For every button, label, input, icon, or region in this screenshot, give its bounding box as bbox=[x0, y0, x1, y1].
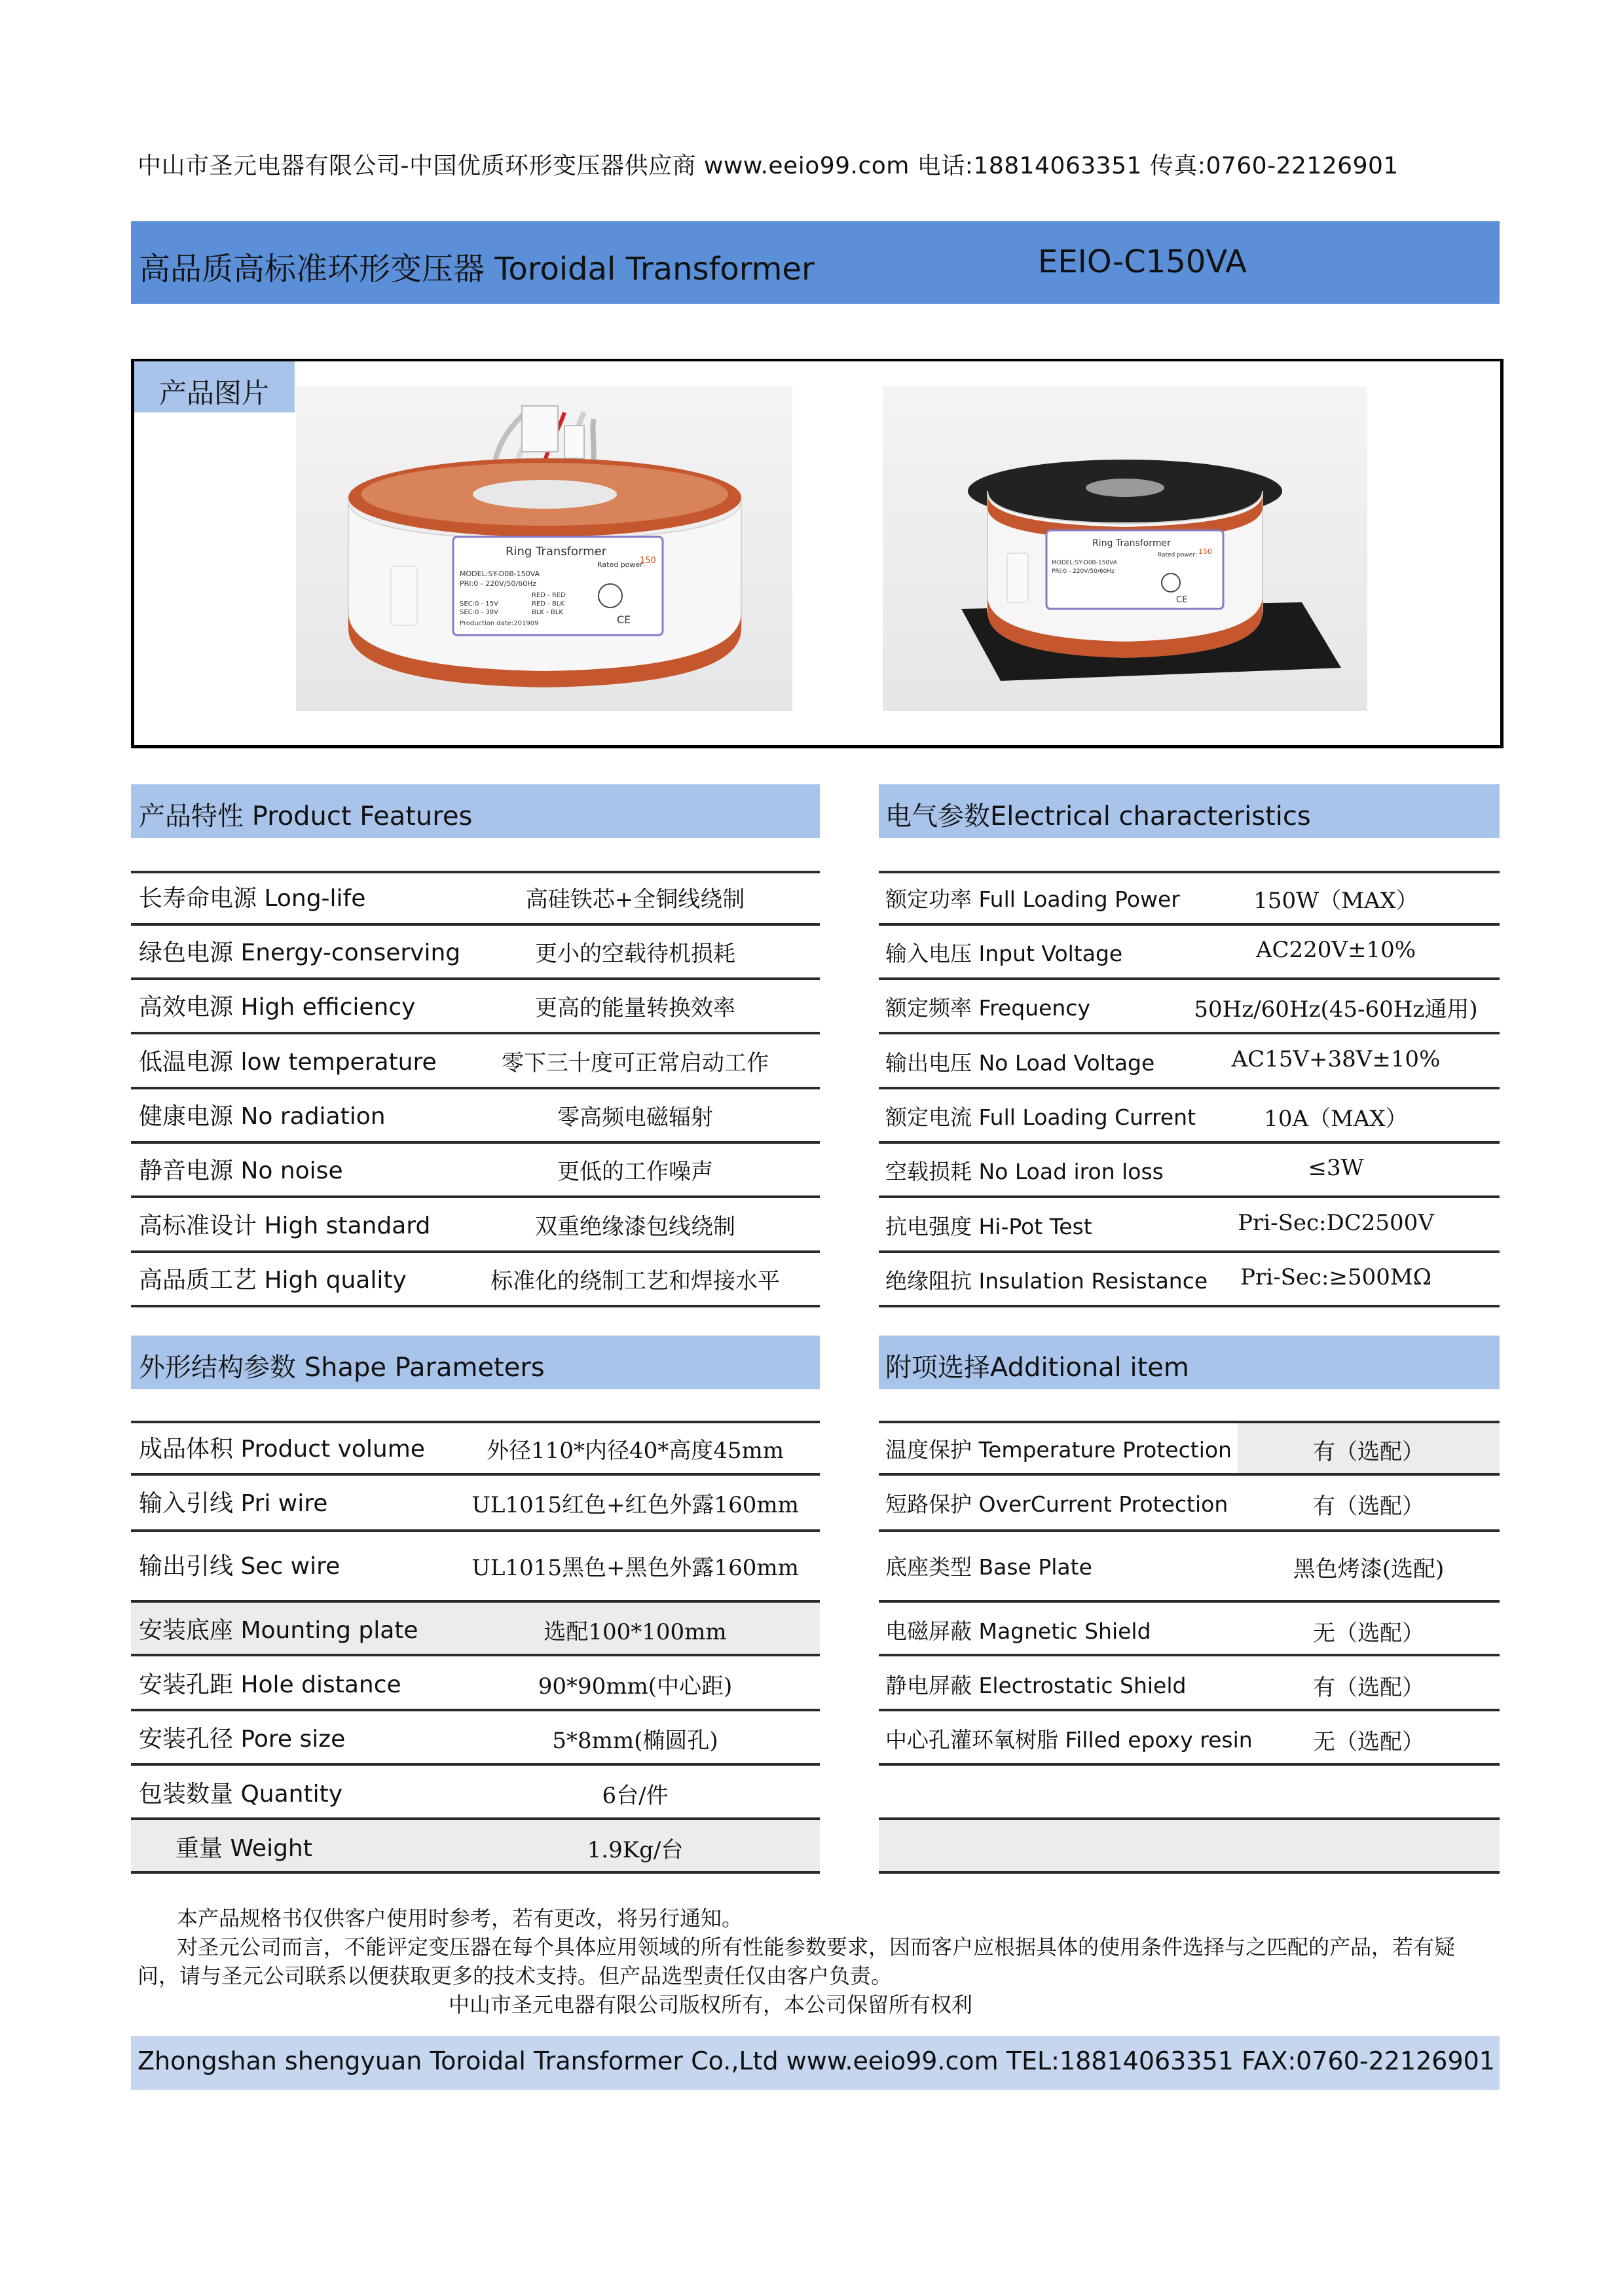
electrical-row-8-label: 绝缘阻抗 Insulation Resistance bbox=[885, 1268, 1208, 1294]
header-contact-line: 中山市圣元电器有限公司-中国优质环形变压器供应商 www.eeio99.com 电话:18814063351 传真:0760-22126901 bbox=[138, 153, 1399, 179]
shape-row-7-value: 6台/件 bbox=[602, 1783, 669, 1809]
photo1-label-sec2: SEC:0 - 38V bbox=[460, 609, 498, 616]
additional-rule-4 bbox=[879, 1654, 1500, 1656]
page-title: 高品质高标准环形变压器 Toroidal Transformer bbox=[139, 251, 815, 287]
photo1-label-rated: Rated power: bbox=[597, 560, 646, 569]
shape-row-5-label: 安装孔距 Hole distance bbox=[139, 1671, 401, 1698]
electrical-rule-3 bbox=[879, 1032, 1500, 1034]
features-rule-top bbox=[131, 871, 820, 873]
shape-rule-5 bbox=[131, 1709, 820, 1711]
additional-row-6-value: 无（选配） bbox=[1313, 1729, 1424, 1755]
electrical-row-4-label: 输出电压 No Load Voltage bbox=[885, 1050, 1155, 1076]
shape-row-1-label: 成品体积 Product volume bbox=[139, 1436, 425, 1463]
shape-rule-2 bbox=[131, 1529, 820, 1532]
additional-rule-bottom bbox=[879, 1871, 1500, 1874]
additional-row-6-label: 中心孔灌环氧树脂 Filled epoxy resin bbox=[885, 1727, 1253, 1753]
note-paragraph-2: 对圣元公司而言，不能评定变压器在每个具体应用领域的所有性能参数要求，因而客户应根据具体的使用条件选择与之匹配的产品，若有疑问，请与圣元公司联系以便获取更多的技术支持。但产品选型责任仅由客户负责。 bbox=[138, 1935, 1456, 1988]
electrical-row-6-value: ≤3W bbox=[1308, 1155, 1364, 1181]
photo1-label-line3: BLK - BLK bbox=[532, 609, 563, 616]
shape-row-4-label: 安装底座 Mounting plate bbox=[139, 1617, 418, 1644]
photo-section-label: 产品图片 bbox=[159, 377, 270, 409]
additional-rule-3 bbox=[879, 1600, 1500, 1603]
features-row-7-label: 高标准设计 High standard bbox=[139, 1212, 431, 1239]
features-row-8-label: 高品质工艺 High quality bbox=[139, 1267, 407, 1294]
shape-row-8-value: 1.9Kg/台 bbox=[587, 1837, 684, 1863]
shape-row-2-label: 输入引线 Pri wire bbox=[139, 1490, 328, 1517]
photo2-label-pri: PRI:0 - 220V/50/60Hz bbox=[1052, 568, 1115, 575]
shape-rule-bottom bbox=[131, 1871, 820, 1874]
shape-row-7-label: 包装数量 Quantity bbox=[139, 1781, 343, 1808]
electrical-rule-2 bbox=[879, 977, 1500, 980]
electrical-rule-6 bbox=[879, 1195, 1500, 1198]
electrical-row-7-label: 抗电强度 Hi-Pot Test bbox=[885, 1214, 1092, 1239]
additional-rule-5 bbox=[879, 1709, 1500, 1711]
additional-row-3-label: 底座类型 Base Plate bbox=[885, 1554, 1092, 1580]
shape-row-5-value: 90*90mm(中心距) bbox=[538, 1673, 733, 1700]
electrical-row-1-label: 额定功率 Full Loading Power bbox=[885, 886, 1180, 912]
shape-row-8-label: 重量 Weight bbox=[175, 1835, 312, 1862]
photo1-label-title: Ring Transformer bbox=[506, 545, 607, 558]
features-row-5-label: 健康电源 No radiation bbox=[139, 1103, 386, 1130]
shape-rule-top bbox=[131, 1421, 820, 1423]
features-rule-6 bbox=[131, 1195, 820, 1198]
photo2-ce-mark: CE bbox=[1176, 595, 1188, 605]
features-rule-3 bbox=[131, 1032, 820, 1034]
additional-row-8-shade bbox=[879, 1820, 1500, 1871]
features-row-2-label: 绿色电源 Energy-conserving bbox=[139, 939, 461, 966]
electrical-rule-7 bbox=[879, 1250, 1500, 1253]
additional-rule-6 bbox=[879, 1763, 1500, 1766]
features-row-8-value: 标准化的绕制工艺和焊接水平 bbox=[490, 1268, 780, 1294]
additional-row-1-label: 温度保护 Temperature Protection bbox=[885, 1437, 1232, 1463]
features-row-4-value: 零下三十度可正常启动工作 bbox=[502, 1050, 769, 1076]
shape-rule-4 bbox=[131, 1654, 820, 1656]
electrical-row-8-value: Pri-Sec:≥500MΩ bbox=[1240, 1264, 1431, 1290]
features-rule-1 bbox=[131, 923, 820, 926]
shape-row-6-value: 5*8mm(椭圆孔) bbox=[552, 1728, 718, 1754]
additional-row-3-value: 黑色烤漆(选配) bbox=[1293, 1556, 1445, 1582]
features-rule-5 bbox=[131, 1141, 820, 1144]
photo2-label-title: Ring Transformer bbox=[1092, 538, 1171, 549]
features-row-1-value: 高硅铁芯+全铜线绕制 bbox=[525, 886, 745, 913]
shape-row-6-label: 安装孔径 Pore size bbox=[139, 1726, 346, 1753]
electrical-rule-4 bbox=[879, 1087, 1500, 1089]
product-photo-2 bbox=[883, 386, 1367, 711]
electrical-row-1-value: 150W（MAX） bbox=[1253, 888, 1418, 914]
shape-row-1-value: 外径110*内径40*高度45mm bbox=[487, 1438, 784, 1464]
electrical-row-7-value: Pri-Sec:DC2500V bbox=[1238, 1210, 1434, 1236]
note-paragraph-1: 本产品规格书仅供客户使用时参考，若有更改，将另行通知。 bbox=[177, 1906, 743, 1931]
features-rule-2 bbox=[131, 977, 820, 980]
additional-row-5-value: 有（选配） bbox=[1313, 1675, 1424, 1701]
electrical-row-5-label: 额定电流 Full Loading Current bbox=[885, 1104, 1196, 1130]
features-row-1-label: 长寿命电源 Long-life bbox=[139, 885, 366, 912]
photo1-label-line1: RED - RED bbox=[532, 592, 566, 599]
features-row-3-value: 更高的能量转换效率 bbox=[535, 995, 735, 1021]
footer-contact-line: Zhongshan shengyuan Toroidal Transformer Co.,Ltd www.eeio99.com TEL:18814063351 FAX:0760-22126901 bbox=[138, 2047, 1495, 2075]
photo1-ce-mark: CE bbox=[617, 613, 631, 626]
additional-row-5-label: 静电屏蔽 Electrostatic Shield bbox=[885, 1673, 1187, 1698]
product-photo-1 bbox=[296, 386, 792, 711]
electrical-rule-1 bbox=[879, 923, 1500, 926]
electrical-rule-top bbox=[879, 871, 1500, 873]
features-rule-bottom bbox=[131, 1305, 820, 1307]
electrical-row-4-value: AC15V+38V±10% bbox=[1231, 1046, 1441, 1072]
electrical-row-2-value: AC220V±10% bbox=[1255, 937, 1416, 963]
shape-row-3-label: 输出引线 Sec wire bbox=[139, 1553, 341, 1580]
electrical-row-2-label: 输入电压 Input Voltage bbox=[885, 941, 1123, 966]
photo1-label-pri: PRI:0 - 220V/50/60Hz bbox=[460, 579, 537, 588]
photo1-label-line2: RED - BLK bbox=[532, 600, 564, 608]
electrical-row-3-label: 额定频率 Frequency bbox=[885, 995, 1090, 1021]
photo2-label-model: MODEL:SY-D0B-150VA bbox=[1052, 560, 1117, 566]
shape-rule-1 bbox=[131, 1473, 820, 1476]
shape-row-4-value: 选配100*100mm bbox=[544, 1619, 727, 1645]
features-row-6-label: 静音电源 No noise bbox=[139, 1157, 343, 1184]
features-row-7-value: 双重绝缘漆包线绕制 bbox=[535, 1214, 735, 1240]
additional-row-4-value: 无（选配） bbox=[1313, 1620, 1424, 1647]
additional-title: 附项选择Additional item bbox=[885, 1353, 1189, 1383]
photo1-label-date: Production date:201909 bbox=[460, 620, 539, 627]
photo1-label-rated-value: 150 bbox=[640, 556, 656, 566]
additional-row-2-value: 有（选配） bbox=[1313, 1493, 1424, 1520]
additional-rule-2 bbox=[879, 1529, 1500, 1532]
photo2-label-rated: Rated power: bbox=[1158, 552, 1197, 558]
shape-rule-6 bbox=[131, 1763, 820, 1766]
electrical-rule-bottom bbox=[879, 1305, 1500, 1307]
electrical-row-3-value: 50Hz/60Hz(45-60Hz通用) bbox=[1194, 996, 1478, 1023]
additional-row-2-label: 短路保护 OverCurrent Protection bbox=[885, 1491, 1228, 1517]
features-rule-4 bbox=[131, 1087, 820, 1089]
features-row-6-value: 更低的工作噪声 bbox=[557, 1159, 713, 1185]
electrical-row-5-value: 10A（MAX） bbox=[1264, 1106, 1408, 1132]
photo2-label-rated-value: 150 bbox=[1198, 547, 1212, 556]
additional-rule-1 bbox=[879, 1473, 1500, 1476]
copyright-note: 中山市圣元电器有限公司版权所有，本公司保留所有权利 bbox=[449, 1992, 973, 2017]
features-row-3-label: 高效电源 High efficiency bbox=[139, 994, 416, 1021]
features-row-5-value: 零高频电磁辐射 bbox=[557, 1104, 713, 1131]
features-row-4-label: 低温电源 low temperature bbox=[139, 1049, 437, 1076]
features-rule-7 bbox=[131, 1250, 820, 1253]
additional-row-4-label: 电磁屏蔽 Magnetic Shield bbox=[885, 1618, 1151, 1644]
model-number: EEIO-C150VA bbox=[1038, 244, 1247, 280]
photo1-label-sec1: SEC:0 - 15V bbox=[460, 600, 498, 608]
features-title: 产品特性 Product Features bbox=[139, 801, 473, 831]
additional-row-1-value: 有（选配） bbox=[1313, 1439, 1424, 1465]
features-row-2-value: 更小的空载待机损耗 bbox=[535, 941, 735, 967]
electrical-rule-5 bbox=[879, 1141, 1500, 1144]
shape-row-3-value: UL1015黑色+黑色外露160mm bbox=[471, 1555, 799, 1581]
photo1-label-model: MODEL:SY-D0B-150VA bbox=[460, 570, 540, 578]
shape-title: 外形结构参数 Shape Parameters bbox=[139, 1353, 545, 1383]
electrical-title: 电气参数Electrical characteristics bbox=[885, 801, 1311, 831]
shape-row-2-value: UL1015红色+红色外露160mm bbox=[471, 1492, 799, 1518]
electrical-row-6-label: 空载损耗 No Load iron loss bbox=[885, 1159, 1164, 1184]
